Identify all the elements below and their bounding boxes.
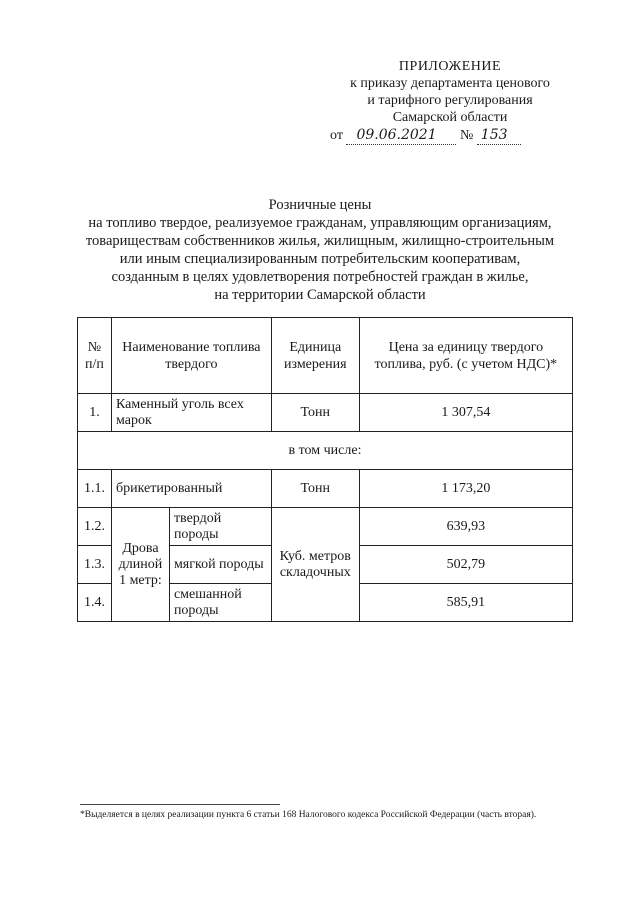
heading-line-1: Розничные цены (268, 197, 372, 213)
appendix-title: ПРИЛОЖЕНИЕ (398, 59, 502, 74)
document-heading (60, 196, 580, 304)
fuel-name: брикетированный (111, 470, 271, 508)
order-date: 09.06.2021 (346, 127, 456, 145)
price-cell: 502,79 (359, 546, 572, 584)
price-cell: 585,91 (359, 584, 572, 622)
row-number: 1. (78, 394, 112, 432)
heading-line-3: товариществам собственников жилья, жилищным, жилищно-строительным (85, 233, 555, 249)
unit-cell: Тонн (271, 470, 359, 508)
header-unit: Единица измерения (271, 318, 359, 394)
row-number: 1.2. (78, 508, 112, 546)
order-reference (330, 127, 570, 145)
footnote: *Выделяется в целях реализации пункта 6 статьи 168 Налогового кодекса Российской Федерации (часть вторая). (80, 810, 537, 820)
appendix-line-1: к приказу департамента ценового (350, 76, 550, 91)
price-cell: 1 173,20 (359, 470, 572, 508)
price-table (77, 317, 573, 622)
appendix-line-2: и тарифного регулирования (367, 93, 533, 108)
row-number: 1.1. (78, 470, 112, 508)
table-row (78, 508, 573, 546)
heading-line-2: на топливо твердое, реализуемое гражданам, управляющим организациям, (88, 215, 552, 231)
fuel-name: смешанной породы (169, 584, 271, 622)
table-row (78, 394, 573, 432)
from-label: от (330, 128, 343, 143)
heading-line-6: на территории Самарской области (214, 287, 426, 303)
order-number: 153 (477, 127, 521, 145)
fuel-name: Каменный уголь всех марок (111, 394, 271, 432)
footnote-divider (80, 804, 280, 805)
appendix-block (330, 58, 570, 145)
row-number: 1.4. (78, 584, 112, 622)
price-cell: 1 307,54 (359, 394, 572, 432)
firewood-group: Дрова длиной 1 метр: (111, 508, 169, 622)
row-number: 1.3. (78, 546, 112, 584)
unit-cell: Тонн (271, 394, 359, 432)
header-name: Наименование топлива твердого (111, 318, 271, 394)
fuel-name: мягкой породы (169, 546, 271, 584)
including-label: в том числе: (78, 432, 573, 470)
table-header-row (78, 318, 573, 394)
header-num: № п/п (78, 318, 112, 394)
firewood-unit: Куб. метров складочных (271, 508, 359, 622)
header-price: Цена за единицу твердого топлива, руб. (с учетом НДС)* (359, 318, 572, 394)
number-label: № (459, 128, 474, 143)
heading-line-4: или иным специализированным потребительским кооперативам, (119, 251, 521, 267)
fuel-name: твердой породы (169, 508, 271, 546)
including-row (78, 432, 573, 470)
table-row (78, 470, 573, 508)
price-cell: 639,93 (359, 508, 572, 546)
appendix-line-3: Самарской области (392, 110, 508, 125)
heading-line-5: созданным в целях удовлетворения потребностей граждан в жилье, (111, 269, 529, 285)
